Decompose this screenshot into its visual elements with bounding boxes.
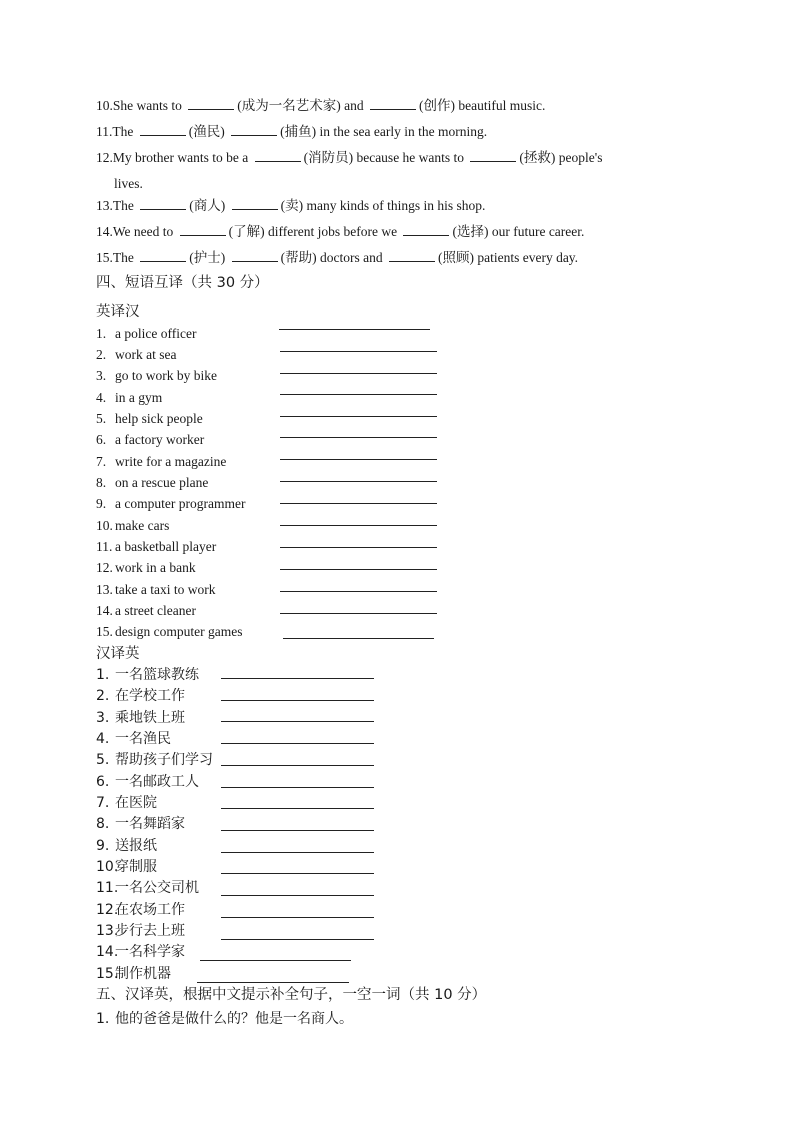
answer-line[interactable] xyxy=(221,743,374,744)
item-number: 2. xyxy=(96,347,107,362)
answer-line[interactable] xyxy=(280,613,437,614)
answer-line[interactable] xyxy=(280,459,437,460)
cn-phrase-item xyxy=(96,794,157,812)
phrase-text: a street cleaner xyxy=(115,603,196,618)
question-text: (了解) different jobs before we xyxy=(228,224,401,239)
section-5-title: 五、汉译英，根据中文提示补全句子，一空一词（共 10 分） xyxy=(96,987,487,1003)
answer-line[interactable] xyxy=(279,329,430,330)
item-number: 11. xyxy=(96,880,119,896)
question-text: The xyxy=(112,198,138,213)
item-number: 8. xyxy=(96,816,110,832)
en-phrase-item xyxy=(96,581,215,599)
phrase-text: work at sea xyxy=(115,347,177,362)
answer-line[interactable] xyxy=(280,591,437,592)
answer-line[interactable] xyxy=(221,895,374,896)
question-number: 15. xyxy=(96,250,113,265)
en-phrase-item xyxy=(96,431,204,449)
en-phrase-item xyxy=(96,453,226,471)
item-number: 5. xyxy=(96,411,107,426)
answer-line[interactable] xyxy=(221,700,374,701)
question-text: (捕鱼) in the sea early in the morning. xyxy=(280,124,488,139)
question-text: (帮助) doctors and xyxy=(280,250,386,265)
answer-line[interactable] xyxy=(280,525,437,526)
item-number: 4. xyxy=(96,390,107,405)
item-number: 13. xyxy=(96,923,119,939)
item-number: 10. xyxy=(96,518,113,533)
question-14 xyxy=(96,222,584,241)
question-11 xyxy=(96,122,487,141)
en-phrase-item xyxy=(96,495,245,513)
item-number: 2. xyxy=(96,688,110,704)
item-number: 4. xyxy=(96,731,110,747)
item-number: 10. xyxy=(96,859,119,875)
answer-line[interactable] xyxy=(197,982,349,983)
answer-line[interactable] xyxy=(280,416,437,417)
section-4-title: 四、短语互译（共 30 分） xyxy=(96,275,269,291)
phrase-text: write for a magazine xyxy=(115,454,227,469)
question-number: 13. xyxy=(96,198,113,213)
phrase-text: 穿制服 xyxy=(115,859,157,875)
phrase-text: 一名科学家 xyxy=(115,944,185,960)
phrase-text: 在学校工作 xyxy=(115,688,185,704)
cn-phrase-item xyxy=(96,730,171,748)
question-text: (选择) our future career. xyxy=(452,224,585,239)
question-text: lives. xyxy=(114,176,143,191)
answer-line[interactable] xyxy=(221,939,374,940)
answer-line[interactable] xyxy=(221,765,374,766)
answer-blank[interactable] xyxy=(140,248,186,262)
en-phrase-item xyxy=(96,517,169,535)
question-12 xyxy=(96,148,602,167)
item-number: 6. xyxy=(96,774,110,790)
item-number: 1. xyxy=(96,326,107,341)
item-number: 14. xyxy=(96,944,119,960)
answer-line[interactable] xyxy=(221,830,374,831)
answer-line[interactable] xyxy=(280,503,437,504)
phrase-text: 步行去上班 xyxy=(115,923,185,939)
item-number: 15. xyxy=(96,966,119,982)
phrase-text: make cars xyxy=(115,518,170,533)
phrase-text: 一名公交司机 xyxy=(115,880,199,896)
answer-line[interactable] xyxy=(280,394,437,395)
question-number: 14. xyxy=(96,224,113,239)
en-phrase-item xyxy=(96,367,217,385)
answer-blank[interactable] xyxy=(140,196,186,210)
question-10 xyxy=(96,96,545,115)
cn-phrase-item xyxy=(96,879,199,897)
phrase-text: work in a bank xyxy=(115,560,196,575)
section-5-question-1 xyxy=(96,1010,353,1028)
phrase-text: 送报纸 xyxy=(115,838,157,854)
phrase-text: design computer games xyxy=(115,624,243,639)
phrase-text: 在医院 xyxy=(115,795,157,811)
phrase-text: 一名篮球教练 xyxy=(115,667,199,683)
cn-phrase-item xyxy=(96,815,185,833)
answer-line[interactable] xyxy=(283,638,434,639)
item-number: 9. xyxy=(96,496,107,511)
answer-blank[interactable] xyxy=(403,222,449,236)
cn-phrase-item xyxy=(96,773,199,791)
answer-blank[interactable] xyxy=(140,122,186,136)
question-text: The xyxy=(112,250,138,265)
question-text: We need to xyxy=(112,224,177,239)
item-number: 12. xyxy=(96,560,113,575)
answer-line[interactable] xyxy=(221,678,374,679)
phrase-text: take a taxi to work xyxy=(115,582,216,597)
phrase-text: on a rescue plane xyxy=(115,475,209,490)
en-phrase-item xyxy=(96,346,176,364)
answer-blank[interactable] xyxy=(180,222,226,236)
item-number: 13. xyxy=(96,582,113,597)
question-text: (拯救) people's xyxy=(519,150,603,165)
item-number: 3. xyxy=(96,710,110,726)
en-phrase-item xyxy=(96,559,196,577)
question-12-continued xyxy=(114,175,143,193)
answer-line[interactable] xyxy=(221,808,374,809)
answer-line[interactable] xyxy=(200,960,351,961)
cn-phrase-item xyxy=(96,709,185,727)
cn-phrase-item xyxy=(96,687,185,705)
question-text: (创作) beautiful music. xyxy=(418,98,546,113)
question-text: (照顾) patients every day. xyxy=(437,250,579,265)
phrase-text: 在农场工作 xyxy=(115,902,185,918)
question-number: 10. xyxy=(96,98,113,113)
phrase-text: 一名邮政工人 xyxy=(115,774,199,790)
answer-line[interactable] xyxy=(280,373,437,374)
item-number: 11. xyxy=(96,539,113,554)
phrase-text: a police officer xyxy=(115,326,197,341)
answer-line[interactable] xyxy=(221,852,374,853)
item-number: 7. xyxy=(96,795,110,811)
cn-phrase-item xyxy=(96,943,185,961)
answer-line[interactable] xyxy=(280,547,437,548)
answer-line[interactable] xyxy=(280,481,437,482)
phrase-text: 制作机器 xyxy=(115,966,171,982)
item-number: 7. xyxy=(96,454,107,469)
cn-phrase-item xyxy=(96,666,199,684)
phrase-text: help sick people xyxy=(115,411,203,426)
question-number: 12. xyxy=(96,150,113,165)
answer-line[interactable] xyxy=(280,437,437,438)
phrase-text: 一名渔民 xyxy=(115,731,171,747)
question-text: My brother wants to be a xyxy=(112,150,252,165)
question-text: (护士) xyxy=(189,250,229,265)
en-phrase-item xyxy=(96,623,242,641)
cn-phrase-item xyxy=(96,751,213,769)
cn-phrase-item xyxy=(96,922,185,940)
cn-phrase-item xyxy=(96,858,157,876)
question-15 xyxy=(96,248,578,267)
en-phrase-item xyxy=(96,389,162,407)
cn-to-en-label: 汉译英 xyxy=(96,646,140,662)
en-phrase-item xyxy=(96,538,216,556)
answer-blank[interactable] xyxy=(232,196,278,210)
phrase-text: 帮助孩子们学习 xyxy=(115,752,213,768)
question-text: The xyxy=(112,124,137,139)
item-number: 9. xyxy=(96,838,110,854)
answer-blank[interactable] xyxy=(232,248,278,262)
phrase-text: 一名舞蹈家 xyxy=(115,816,185,832)
question-text: She wants to xyxy=(112,98,186,113)
item-number: 3. xyxy=(96,368,107,383)
phrase-text: a factory worker xyxy=(115,432,205,447)
item-number: 12. xyxy=(96,902,119,918)
en-to-cn-label: 英译汉 xyxy=(96,304,140,320)
answer-blank[interactable] xyxy=(389,248,435,262)
item-number: 1. xyxy=(96,667,110,683)
answer-line[interactable] xyxy=(221,873,374,874)
question-text: (渔民) xyxy=(188,124,229,139)
cn-phrase-item xyxy=(96,901,185,919)
item-number: 15. xyxy=(96,624,113,639)
phrase-text: go to work by bike xyxy=(115,368,217,383)
phrase-text: in a gym xyxy=(115,390,163,405)
en-phrase-item xyxy=(96,410,203,428)
item-number: 6. xyxy=(96,432,107,447)
question-text: (卖) many kinds of things in his shop. xyxy=(280,198,486,213)
answer-line[interactable] xyxy=(280,351,437,352)
question-13 xyxy=(96,196,485,215)
answer-line[interactable] xyxy=(221,787,374,788)
phrase-text: a computer programmer xyxy=(115,496,246,511)
answer-blank[interactable] xyxy=(231,122,277,136)
phrase-text: 乘地铁上班 xyxy=(115,710,185,726)
answer-blank[interactable] xyxy=(370,96,416,110)
answer-blank[interactable] xyxy=(188,96,234,110)
cn-phrase-item xyxy=(96,965,171,983)
answer-line[interactable] xyxy=(221,917,374,918)
answer-line[interactable] xyxy=(221,721,374,722)
question-text: (商人) xyxy=(189,198,229,213)
cn-phrase-item xyxy=(96,837,157,855)
item-number: 8. xyxy=(96,475,107,490)
question-text: (成为一名艺术家) and xyxy=(237,98,367,113)
answer-line[interactable] xyxy=(280,569,437,570)
question-text: (消防员) because he wants to xyxy=(303,150,468,165)
question-number: 11. xyxy=(96,124,113,139)
answer-blank[interactable] xyxy=(470,148,516,162)
phrase-text: a basketball player xyxy=(115,539,217,554)
question-text: 他的爸爸是做什么的？他是一名商人。 xyxy=(115,1011,353,1027)
item-number: 14. xyxy=(96,603,113,618)
question-number: 1. xyxy=(96,1011,110,1027)
en-phrase-item xyxy=(96,325,196,343)
en-phrase-item xyxy=(96,474,208,492)
en-phrase-item xyxy=(96,602,196,620)
item-number: 5. xyxy=(96,752,110,768)
answer-blank[interactable] xyxy=(255,148,301,162)
